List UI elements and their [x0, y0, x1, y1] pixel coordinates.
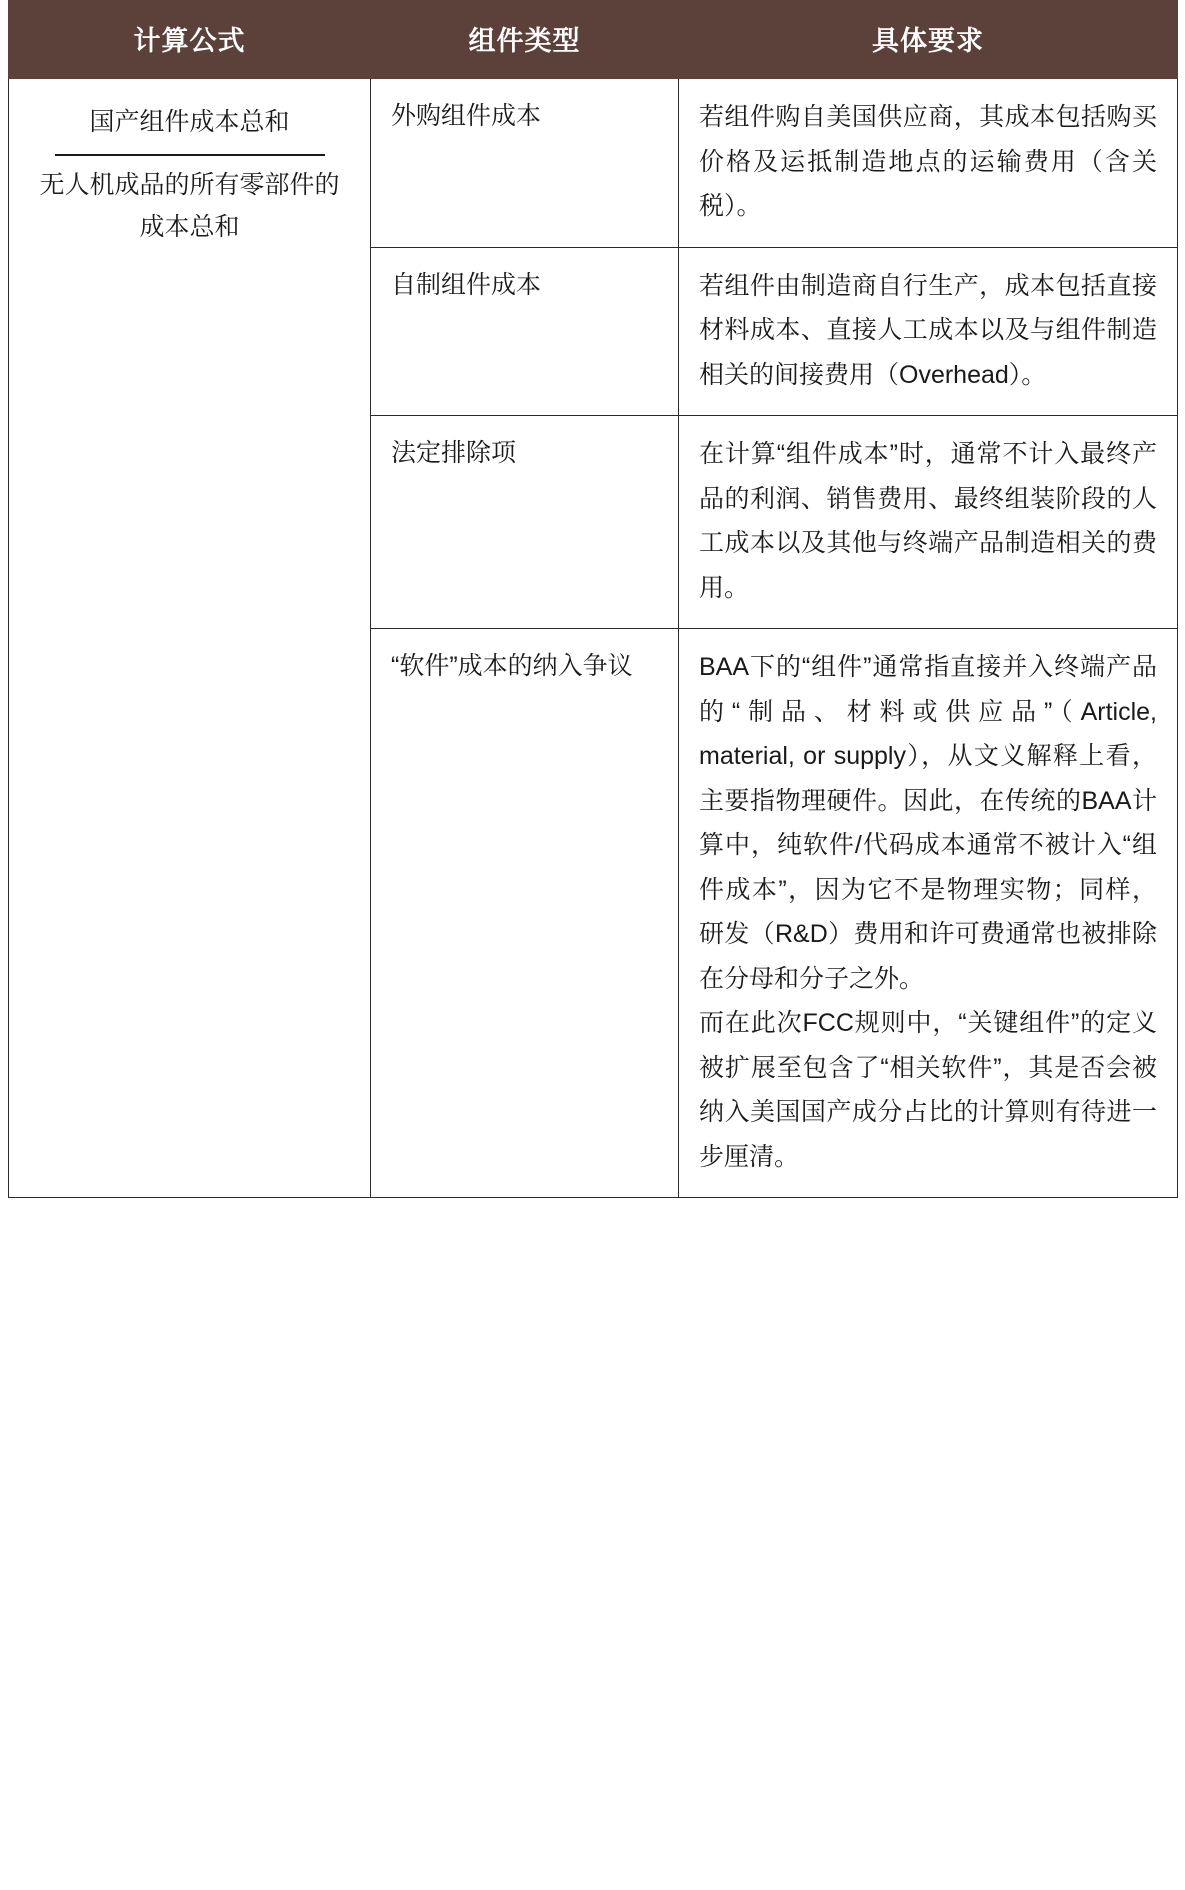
- requirement-cell: [679, 629, 1178, 1198]
- table-row: [9, 79, 1178, 248]
- requirements-table: [8, 0, 1178, 1198]
- column-header-formula: 计算公式: [9, 1, 371, 79]
- requirement-paragraph-2: 而在此次FCC规则中，“关键组件”的定义被扩展至包含了“相关软件”，其是否会被纳入美国国产成分占比的计算则有待进一步厘清。: [699, 1009, 1157, 1171]
- column-header-requirement: 具体要求: [679, 1, 1178, 79]
- requirement-cell: 若组件购自美国供应商，其成本包括购买价格及运抵制造地点的运输费用（含关税）。: [679, 79, 1178, 248]
- table-body: [9, 79, 1178, 1198]
- component-type-cell: “软件”成本的纳入争议: [371, 629, 679, 1198]
- fraction: [40, 101, 340, 249]
- requirement-paragraph-1: BAA下的“组件”通常指直接并入终端产品的“制品、材料或供应品”（Article, material, or supply），从文义解释上看，主要指物理硬件。因此，在传统的BAA计算中，纯软件/代码成本通常不被计入“组件成本”，因为它不是物理实物；同样，研发（R&D）费用和许可费通常也被排除在分母和分子之外。: [699, 653, 1157, 993]
- column-header-component-type: 组件类型: [371, 1, 679, 79]
- fraction-bar: [55, 154, 325, 156]
- requirement-cell: 在计算“组件成本”时，通常不计入最终产品的利润、销售费用、最终组装阶段的人工成本以及其他与终端产品制造相关的费用。: [679, 416, 1178, 629]
- table-header-row: [9, 1, 1178, 79]
- table-header: [9, 1, 1178, 79]
- requirement-cell: 若组件由制造商自行生产，成本包括直接材料成本、直接人工成本以及与组件制造相关的间接费用（Overhead）。: [679, 247, 1178, 416]
- component-type-cell: 外购组件成本: [371, 79, 679, 248]
- fraction-numerator: 国产组件成本总和: [89, 108, 290, 136]
- component-type-cell: 自制组件成本: [371, 247, 679, 416]
- component-type-cell: 法定排除项: [371, 416, 679, 629]
- fraction-denominator: 无人机成品的所有零部件的成本总和: [39, 170, 340, 241]
- formula-cell: [9, 79, 371, 1198]
